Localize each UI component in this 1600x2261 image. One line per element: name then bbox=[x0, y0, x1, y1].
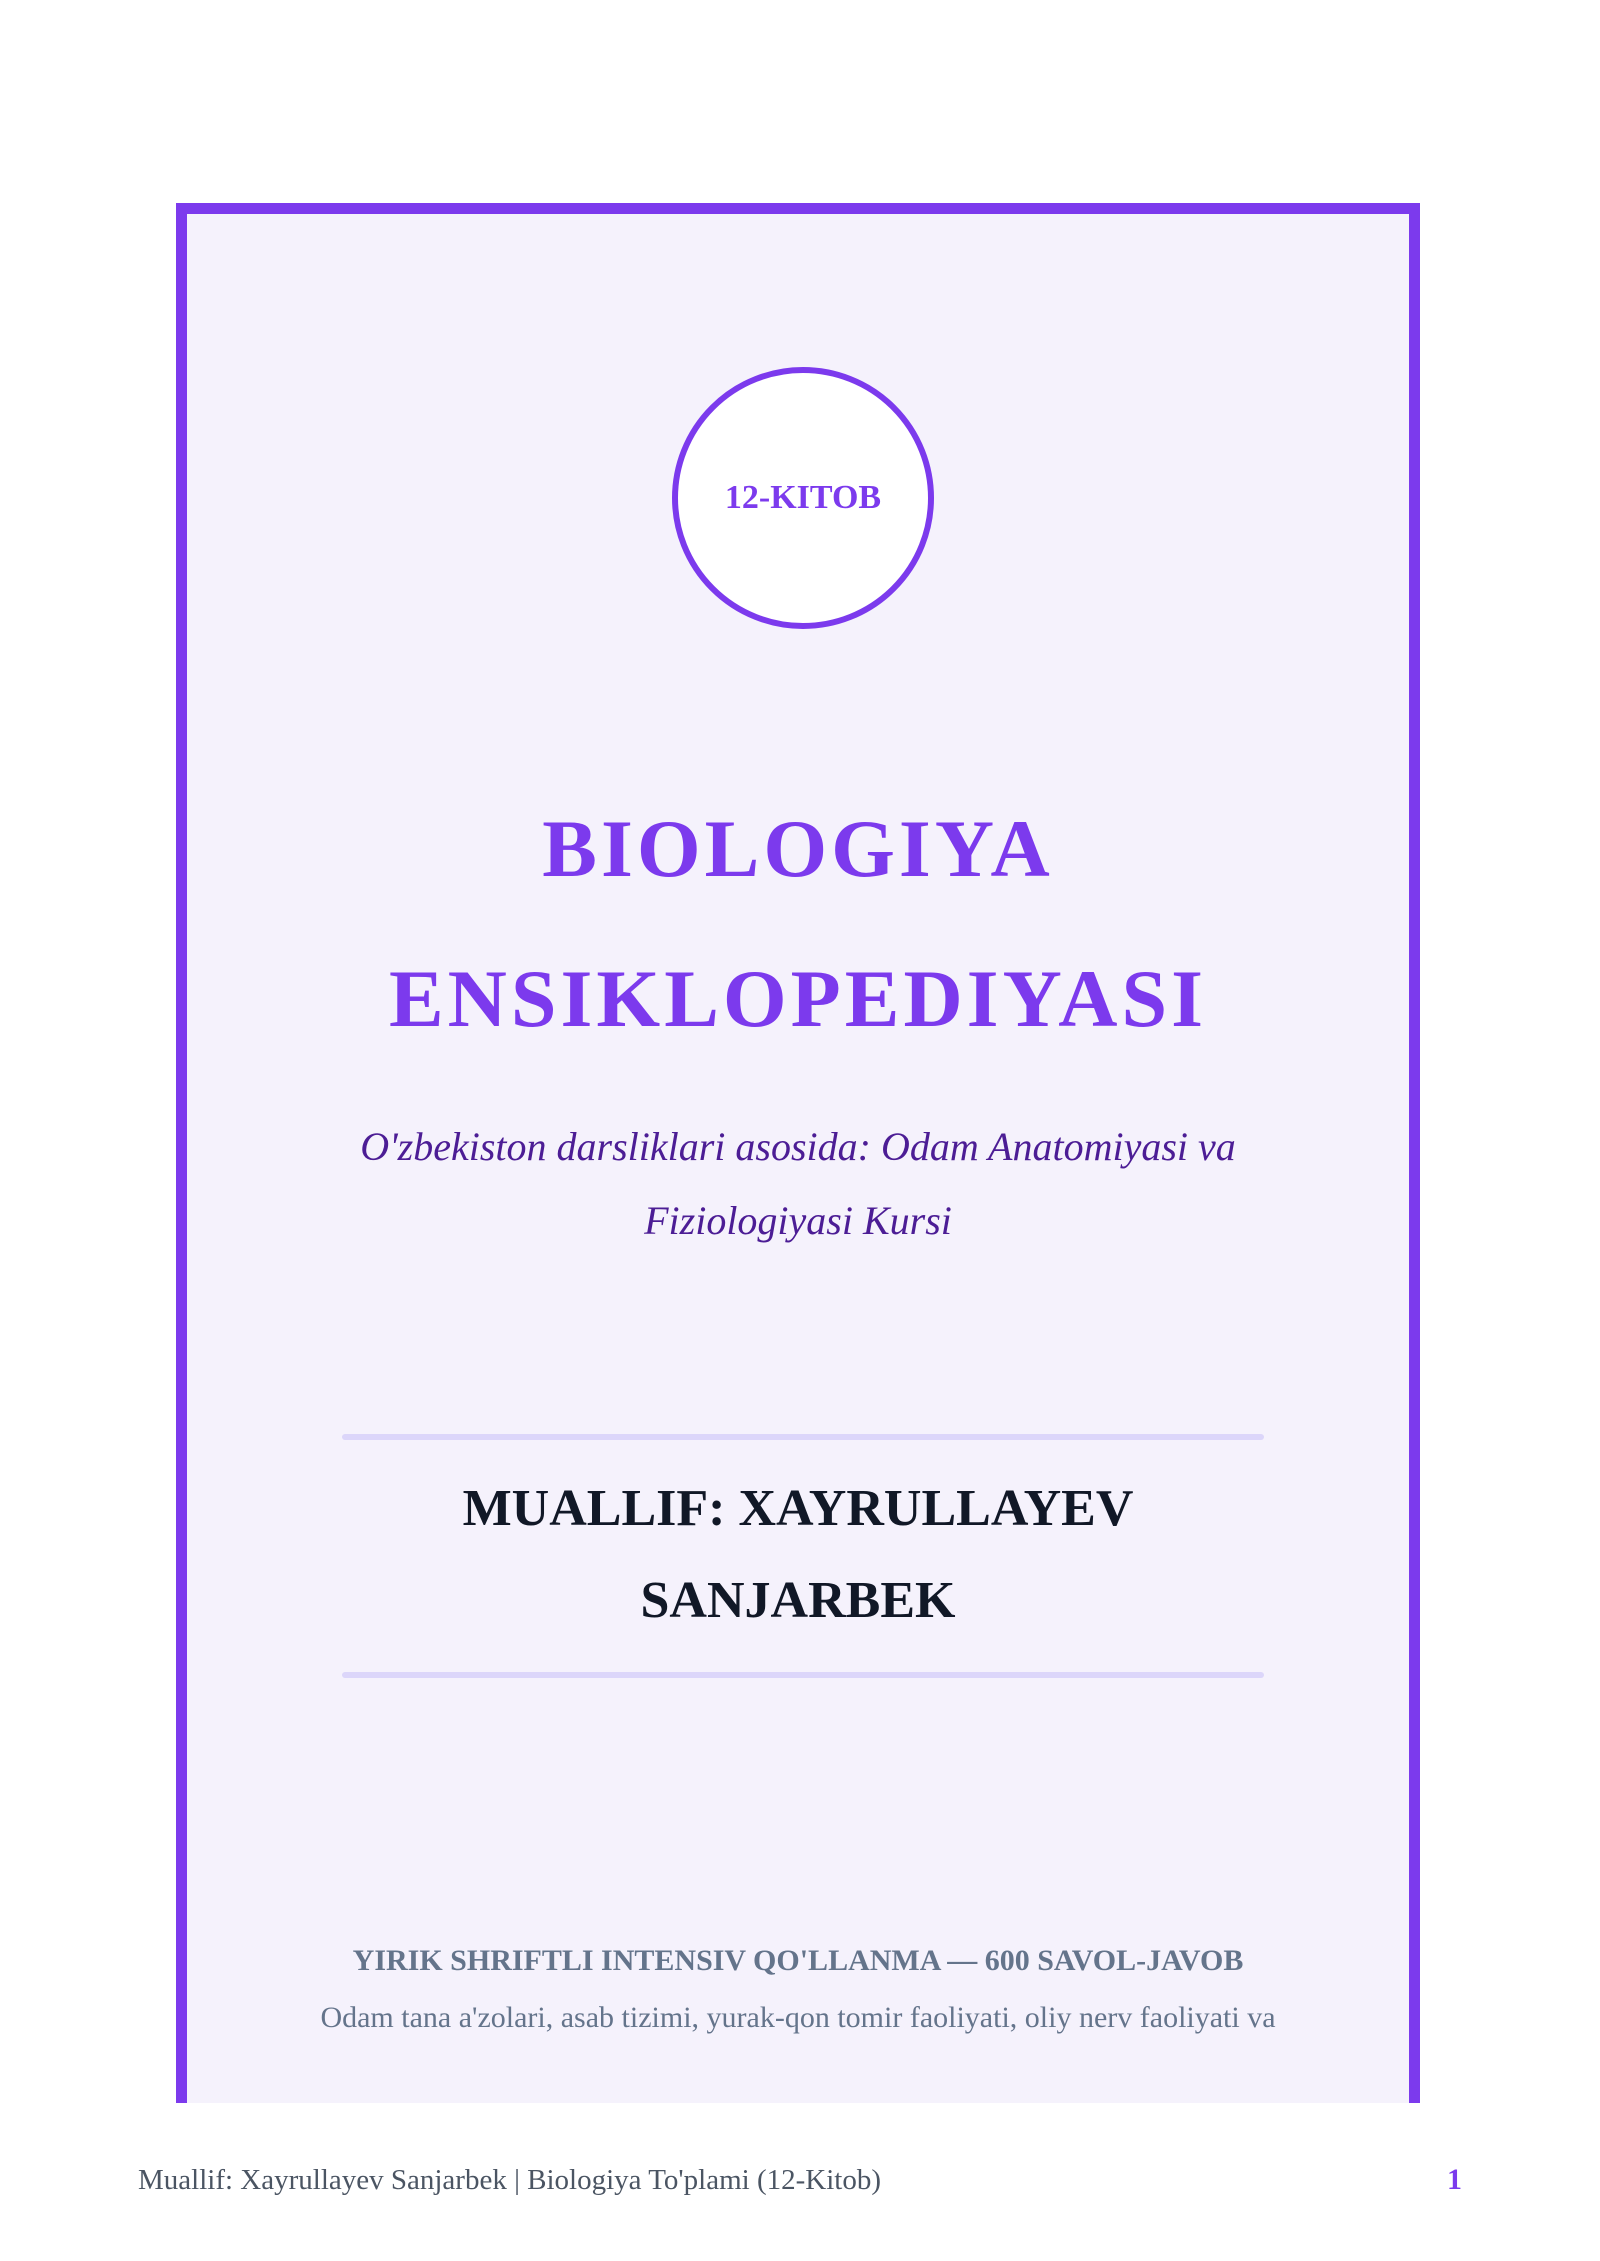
cover-description: Odam tana a'zolari, asab tizimi, yurak-qon tomir faoliyati, oliy nerv faoliyati va bbox=[320, 2001, 1276, 2034]
author-line-2: SANJARBEK bbox=[640, 1572, 956, 1629]
author-line-1: MUALLIF: XAYRULLAYEV bbox=[462, 1480, 1134, 1537]
page-number: 1 bbox=[1447, 2163, 1462, 2196]
cover-title bbox=[187, 774, 1409, 1074]
cover-subtitle bbox=[307, 1110, 1289, 1258]
title-line-1: BIOLOGIYA bbox=[542, 803, 1054, 894]
divider-bottom bbox=[342, 1672, 1264, 1678]
cover-tagline: YIRIK SHRIFTLI INTENSIV QO'LLANMA — 600 SAVOL-JAVOB bbox=[352, 1944, 1244, 1977]
badge-label: 12-KITOB bbox=[724, 479, 882, 516]
book-cover bbox=[176, 203, 1420, 2103]
divider-top bbox=[342, 1434, 1264, 1440]
subtitle-line-2: Fiziologiyasi Kursi bbox=[644, 1198, 952, 1243]
book-number-badge bbox=[672, 367, 934, 629]
cover-author bbox=[247, 1463, 1349, 1647]
page-footer bbox=[138, 2160, 1462, 2200]
footer-text: Muallif: Xayrullayev Sanjarbek | Biologiya To'plami (12-Kitob) bbox=[138, 2163, 881, 2196]
title-line-2: ENSIKLOPEDIYASI bbox=[388, 953, 1208, 1044]
subtitle-line-1: O'zbekiston darsliklari asosida: Odam Anatomiyasi va bbox=[360, 1124, 1236, 1169]
